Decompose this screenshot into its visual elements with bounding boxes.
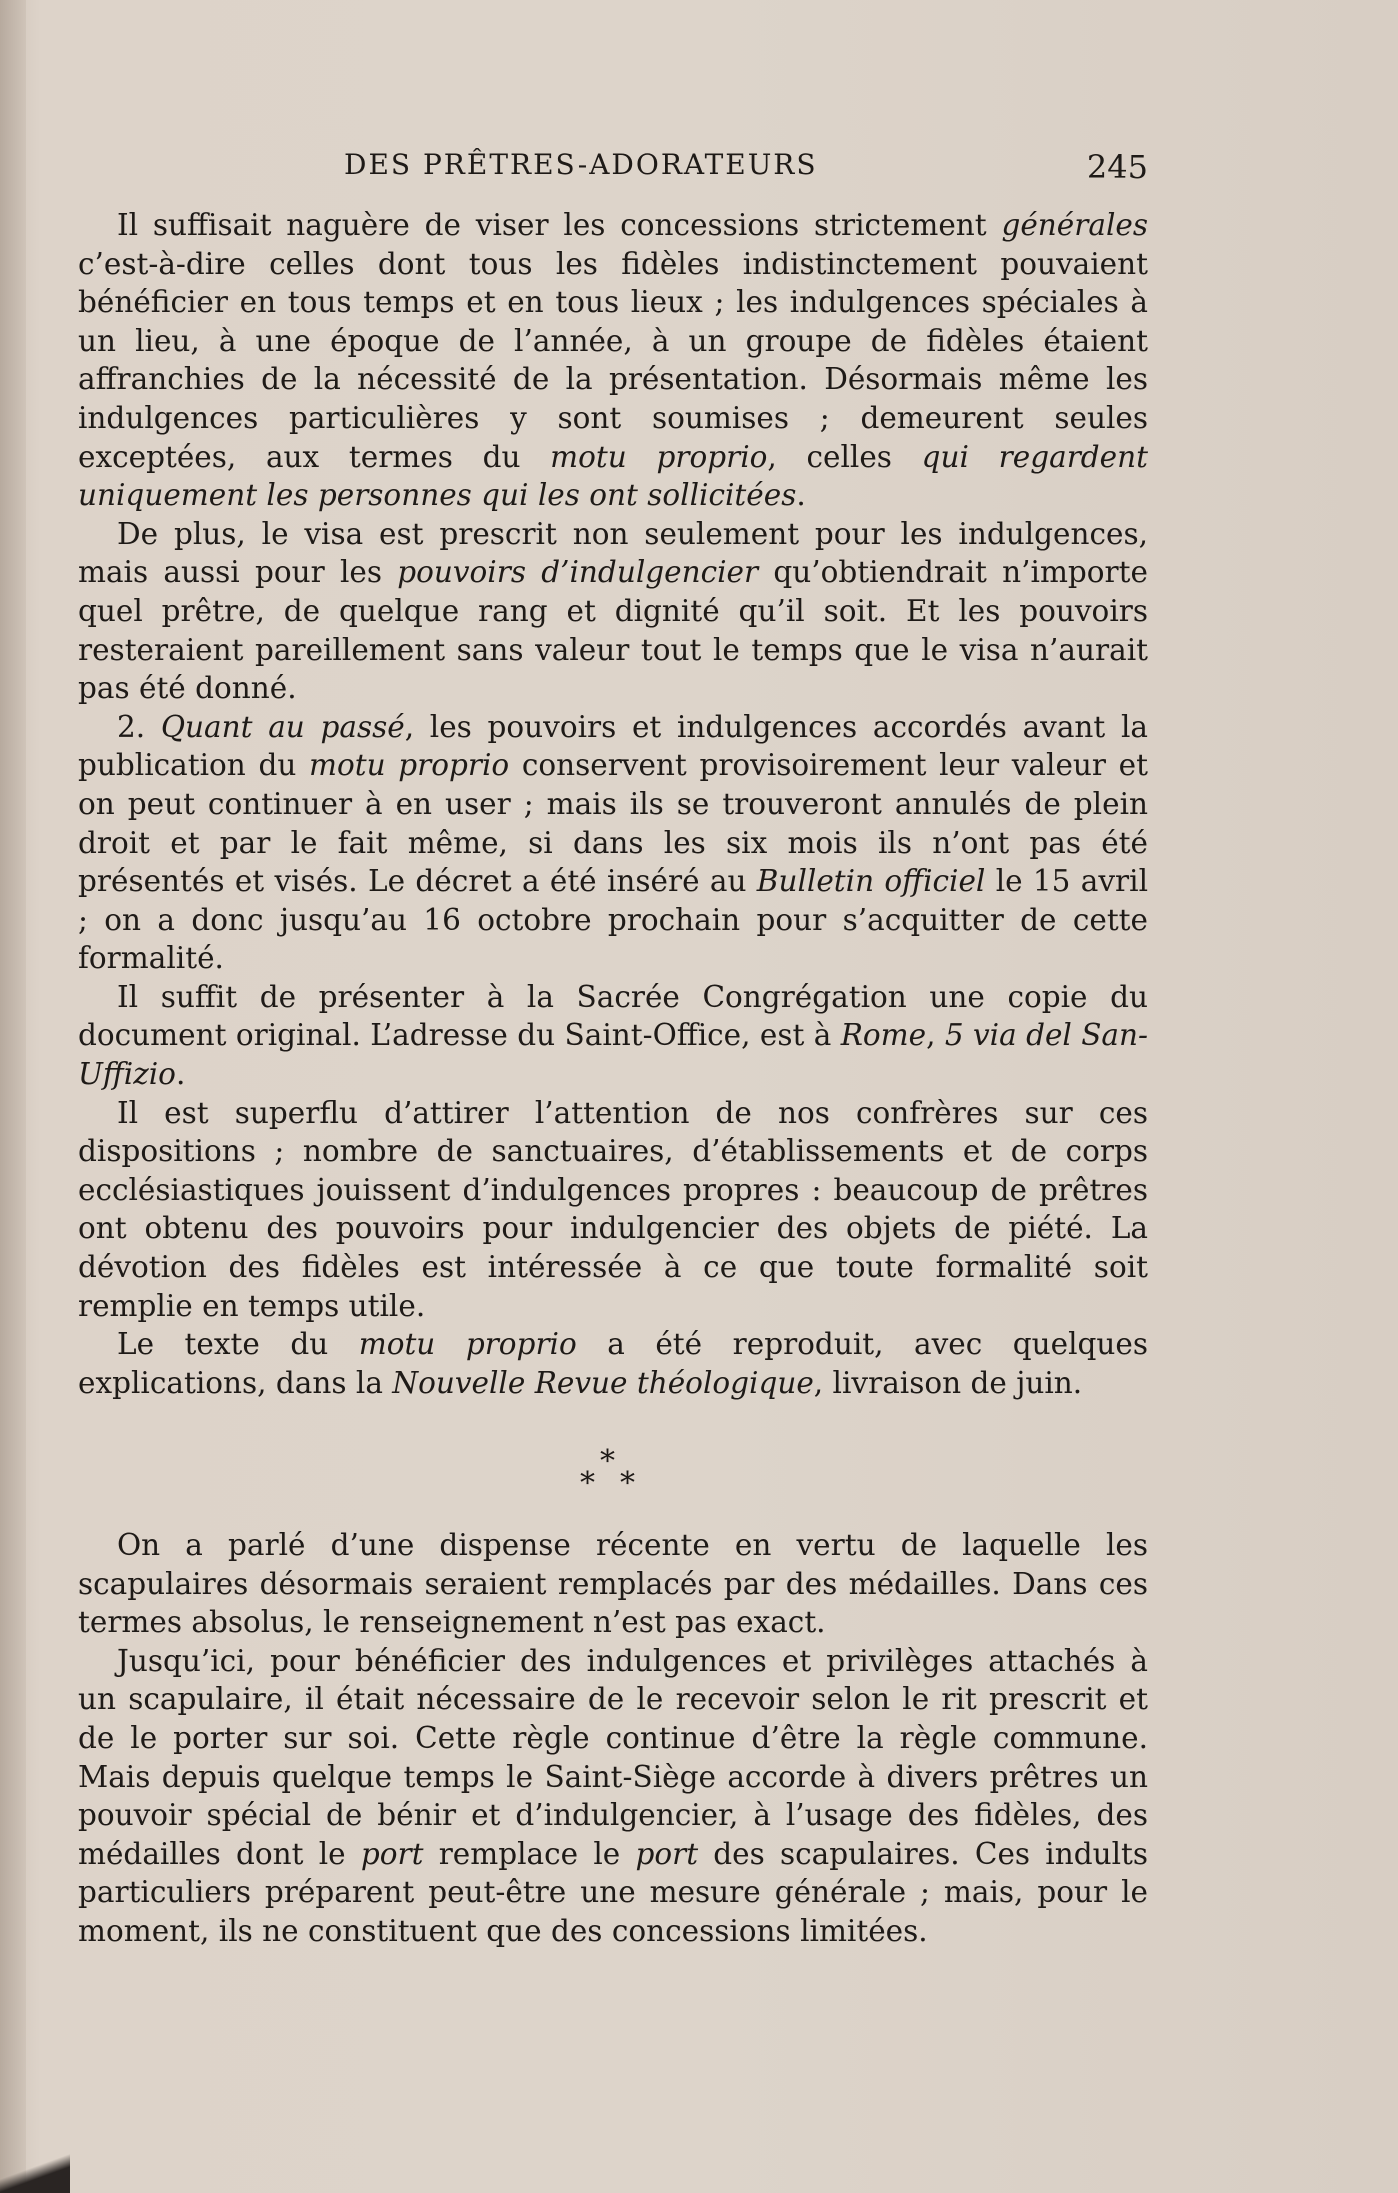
italic-run: Rome [840, 1018, 927, 1053]
text-run: Il suffit de présenter à la Sacrée Congrégation une copie du document original. L’adresse du Saint-Office, est à [78, 979, 1148, 1053]
italic-run: Nouvelle Revue théologique [392, 1365, 814, 1400]
italic-run: port [635, 1836, 699, 1871]
text-run: . [175, 1057, 186, 1092]
italic-run: Quant au passé [160, 709, 405, 744]
italic-run: 5 via del San-Uffizio [78, 1018, 1148, 1092]
text-run: . [796, 478, 806, 513]
main-text [78, 206, 1148, 1402]
paragraph-4 [78, 978, 1148, 1094]
paragraph-8 [78, 1642, 1148, 1951]
italic-run: port [360, 1836, 424, 1871]
text-run: le 15 avril ; on a donc jusqu’au 16 octobre prochain pour s’acquitter de cette formalité. [78, 864, 1148, 976]
text-run: a été reproduit, avec quelques explications, dans la [78, 1327, 1148, 1400]
text-run: des scapulaires. Ces indults particuliers préparent peut-être une mesure générale ; mais, pour le moment, ils ne constituent que des concessions limitées. [78, 1836, 1149, 1948]
paragraph-6 [78, 1325, 1148, 1402]
text-run: Jusqu’ici, pour bénéficier des indulgences et privilèges attachés à un scapulaire, il était nécessaire de le recevoir selon le rit prescrit et de le porter sur soi. Cette règle continue d’être la règle commune. Mais depuis quelque temps le Saint-Siège accorde à divers prêtres un pouvoir spécial de bénir et d’indulgencier, à l’usage des fidèles, des médailles dont le [78, 1643, 1148, 1871]
running-title: DES PRÊTRES-ADORATEURS [344, 148, 818, 181]
text-run: , celles [767, 439, 922, 474]
italic-run: motu proprio [309, 748, 510, 783]
italic-run: Bulletin officiel [756, 864, 986, 899]
text-run: c’est-à-dire celles dont tous les fidèles indistinctement pouvaient bénéficier en tous temps et en tous lieux ; les indulgences spéciales à un lieu, à une époque de l’année, à un groupe de fidèles étaient affranchies de la nécessité de la présentation. Désormais même les indulgences particulières y sont soumises ; demeurent seules exceptées, aux termes du [78, 246, 1148, 474]
italic-run: générales [1001, 208, 1148, 242]
page-corner-shadow [0, 2153, 70, 2193]
second-section-text [78, 1526, 1148, 1951]
text-run: Il est superflu d’attirer l’attention de nos confrères sur ces dispositions ; nombre de sanctuaires, d’établissements et de corps ecclésiastiques jouissent d’indulgences propres : beaucoup de prêtres ont obtenu des pouvoirs pour indulgencier des objets de piété. La dévotion des fidèles est intéressée à ce que toute formalité soit remplie en temps utile. [78, 1095, 1148, 1323]
text-run: , livraison de juin. [813, 1365, 1083, 1400]
text-run: Il suffisait naguère de viser les concessions strictement [117, 208, 1002, 242]
text-run: , les pouvoirs et indulgences accordés avant la publication du [78, 709, 1148, 783]
text-run: qu’obtiendrait n’importe quel prêtre, de quelque rang et dignité qu’il soit. Et les pouvoirs resteraient pareillement sans valeur tout le temps que le visa n’aurait pas été donné. [78, 555, 1148, 706]
text-run: , [926, 1018, 945, 1053]
text-run: remplace le [423, 1836, 636, 1871]
text-run: On a parlé d’une dispense récente en vertu de laquelle les scapulaires désormais seraient remplacés par des médailles. Dans ces termes absolus, le renseignement n’est pas exact. [78, 1528, 1148, 1640]
paragraph-5 [78, 1094, 1148, 1326]
separator-star: * [600, 1444, 615, 1479]
italic-run: pouvoirs d’indulgencier [397, 555, 759, 590]
italic-run: qui regardent uniquement les personnes qui les ont sollicitées [78, 439, 1148, 513]
italic-run: motu proprio [550, 439, 768, 474]
paragraph-7 [78, 1526, 1148, 1642]
text-run: conservent provisoirement leur valeur et on peut continuer à en user ; mais ils se trouveront annulés de plein droit et par le fait même, si dans les six mois ils n’ont pas été présentés et visés. Le décret a été inséré au [78, 748, 1148, 899]
text-run: Le texte du [117, 1327, 359, 1362]
separator-star: * [620, 1466, 635, 1501]
paragraph-1 [78, 206, 1148, 515]
page-header [114, 148, 1148, 188]
text-run: De plus, le visa est prescrit non seulement pour les indulgences, mais aussi pour les [78, 516, 1148, 590]
page-spine-shadow [0, 0, 26, 2193]
paragraph-3 [78, 708, 1148, 978]
paragraph-2 [78, 515, 1148, 708]
section-separator [570, 1444, 650, 1504]
text-run: 2. [117, 709, 161, 744]
page-number: 245 [1086, 148, 1148, 186]
italic-run: motu proprio [358, 1327, 577, 1362]
separator-star: * [580, 1466, 595, 1501]
